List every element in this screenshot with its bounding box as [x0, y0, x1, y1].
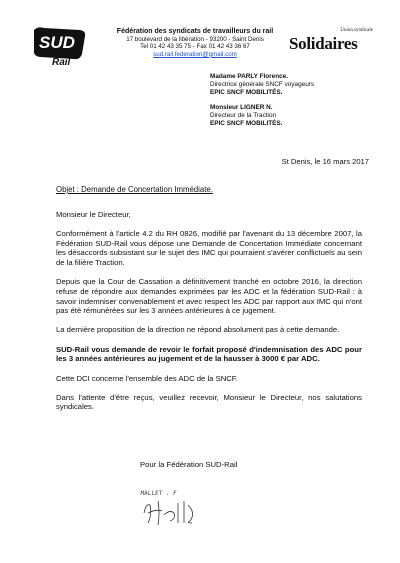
- svg-text:MALLET . F: MALLET . F: [140, 490, 178, 497]
- solidaires-wordmark: Solidaires: [289, 34, 358, 53]
- salutation: Monsieur le Directeur,: [56, 210, 131, 219]
- recipient-2-role: Directeur de la Traction: [210, 112, 277, 119]
- closing-line: Pour la Fédération SUD-Rail: [140, 460, 238, 469]
- handwritten-signature: [140, 483, 210, 529]
- paragraph-5: Cette DCI concerne l'ensemble des ADC de la SNCF.: [56, 373, 238, 383]
- solidaires-tagline: Union syndicale: [340, 28, 373, 33]
- recipient-2-name: Monsieur LIGNER N.: [210, 104, 273, 111]
- recipient-2-org: EPIC SNCF MOBILITÉS.: [210, 120, 283, 127]
- federation-address: 17 boulevard de la libération - 93200 - Saint Denis: [126, 35, 264, 43]
- paragraph-1: Conformément à l'article 4.2 du RH 0826, modifié par l'avenant du 13 décembre 2007, la Fédération SUD-Rail vous dépose une Demande de Concertation Immédiate concernant les désaccords subsistant sur le sujet des IMC qui pourraient s'avérer conflictuels au sein de la filière Traction.: [56, 229, 362, 268]
- recipient-1-org: EPIC SNCF MOBILITÉS.: [210, 89, 283, 96]
- federation-phone-fax: Tel 01 42 43 35 75 - Fax 01 42 43 36 67: [140, 43, 250, 51]
- sud-rail-logo: [30, 24, 90, 68]
- paragraph-2: Depuis que la Cour de Cassation a définitivement tranché en octobre 2016, la direction refuse de répondre aux demandes exprimées par les ADC et la fédération SUD-Rail : à savoir indemniser convenablement et avec respect les ADC par rapport aux IMC qui n'ont pas été rémunérées sur les 3 années antérieures à ce jugement.: [56, 277, 362, 316]
- letter-body: [56, 210, 362, 422]
- recipient-1-name: Madame PARLY Florence.: [210, 73, 289, 80]
- recipient-1-role: Directrice générale SNCF voyageurs: [210, 81, 315, 88]
- federation-info: [105, 28, 285, 58]
- paragraph-3: La dernière proposition de la direction ne répond absolument pas à cette demande.: [56, 325, 340, 335]
- solidaires-logo: [287, 30, 377, 60]
- paragraph-4-demand: SUD-Rail vous demande de revoir le forfait proposé d'indemnisation des ADC pour les 3 années antérieures au jugement et de la hausser à 3000 € par ADC.: [56, 344, 362, 364]
- federation-name: Fédération des syndicats de travailleurs du rail: [116, 28, 274, 35]
- letter-date: St Denis, le 16 mars 2017: [281, 157, 369, 166]
- paragraph-6-closing: Dans l'attente d'être reçus, veuillez recevoir, Monsieur le Directeur, nos salutations syndicales.: [56, 392, 362, 412]
- federation-email-link[interactable]: sud.rail.federation@gmail.com: [153, 50, 237, 58]
- recipients-block: [210, 73, 390, 128]
- svg-text:SUD: SUD: [39, 33, 75, 52]
- letter-subject: Objet : Demande de Concertation Immédiate.: [56, 185, 213, 194]
- svg-text:Rail: Rail: [52, 57, 71, 68]
